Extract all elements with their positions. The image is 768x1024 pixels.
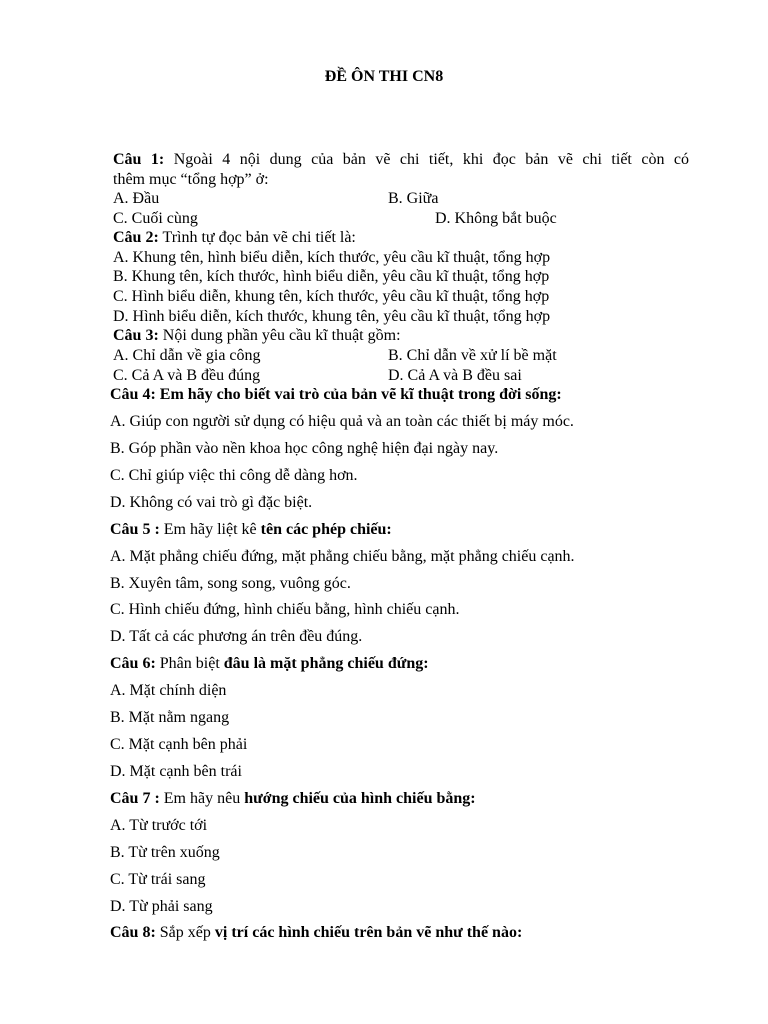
question-7-label: Câu 7 :	[110, 790, 160, 807]
question-1-text-1: Ngoài 4 nội dung của bản vẽ chi tiết, khi đọc bản vẽ chi tiết còn có	[164, 151, 690, 168]
question-3-option-b: B. Chỉ dẫn về xử lí bề mặt	[388, 347, 557, 364]
question-1-option-b: B. Giữa	[388, 190, 439, 207]
question-8-line	[110, 923, 522, 942]
question-7-option-b: B. Từ trên xuống	[110, 844, 220, 861]
question-3-text: Nội dung phần yêu cầu kĩ thuật gồm:	[158, 327, 401, 344]
question-1-option-d: D. Không bắt buộc	[435, 210, 557, 227]
question-1-option-a: A. Đầu	[113, 190, 160, 207]
question-4-label: Câu 4: Em hãy cho biết vai trò của bản vẽ kĩ thuật trong đời sống:	[110, 386, 562, 403]
question-2-text: Trình tự đọc bản vẽ chi tiết là:	[158, 229, 356, 246]
question-6-bold-text: đâu là mặt phẳng chiếu đứng:	[223, 655, 429, 672]
question-8-bold-text: vị trí các hình chiếu trên bản vẽ như thế nào:	[214, 924, 523, 941]
question-5-option-d: D. Tất cả các phương án trên đều đúng.	[110, 628, 363, 645]
question-4-option-c: C. Chỉ giúp việc thi công dễ dàng hơn.	[110, 467, 358, 484]
question-6-line	[110, 654, 429, 673]
question-2-option-c: C. Hình biểu diễn, khung tên, kích thước, yêu cầu kĩ thuật, tổng hợp	[113, 288, 550, 305]
question-5-option-b: B. Xuyên tâm, song song, vuông góc.	[110, 575, 351, 592]
question-7-option-a: A. Từ trước tới	[110, 817, 208, 834]
question-5-option-c: C. Hình chiếu đứng, hình chiếu bằng, hình chiếu cạnh.	[110, 601, 460, 618]
question-2-option-d: D. Hình biểu diễn, kích thước, khung tên, yêu cầu kĩ thuật, tổng hợp	[113, 308, 551, 325]
question-2-line	[113, 228, 356, 247]
question-2-label: Câu 2:	[113, 229, 159, 246]
question-8-text: Sắp xếp	[155, 924, 215, 941]
question-7-option-c: C. Từ trái sang	[110, 871, 206, 888]
question-3-option-d: D. Cả A và B đều sai	[388, 367, 522, 384]
question-5-label: Câu 5 :	[110, 521, 160, 538]
question-6-option-a: A. Mặt chính diện	[110, 682, 227, 699]
question-8-label: Câu 8:	[110, 924, 156, 941]
question-6-text: Phân biệt	[155, 655, 224, 672]
question-6-option-d: D. Mặt cạnh bên trái	[110, 763, 242, 780]
question-4-option-d: D. Không có vai trò gì đặc biệt.	[110, 494, 313, 511]
question-2-option-a: A. Khung tên, hình biểu diễn, kích thước, yêu cầu kĩ thuật, tổng hợp	[113, 249, 551, 266]
question-5-bold-text: tên các phép chiếu:	[260, 521, 392, 538]
question-7-line	[110, 789, 476, 808]
question-4-option-a: A. Giúp con người sử dụng có hiệu quả và an toàn các thiết bị máy móc.	[110, 413, 574, 430]
question-1-line-1	[113, 150, 689, 169]
question-1-option-c: C. Cuối cùng	[113, 210, 198, 227]
question-6-option-c: C. Mặt cạnh bên phải	[110, 736, 248, 753]
question-5-line	[110, 520, 392, 539]
question-3-line	[113, 326, 401, 345]
question-7-bold-text: hướng chiếu của hình chiếu bằng:	[244, 790, 476, 807]
question-4-option-b: B. Góp phần vào nền khoa học công nghệ hiện đại ngày nay.	[110, 440, 499, 457]
question-3-option-c: C. Cả A và B đều đúng	[113, 367, 261, 384]
question-5-text: Em hãy liệt kê	[159, 521, 261, 538]
question-1-text-2: thêm mục “tổng hợp” ở:	[113, 171, 269, 188]
question-7-text: Em hãy nêu	[159, 790, 245, 807]
question-5-option-a: A. Mặt phẳng chiếu đứng, mặt phẳng chiếu bằng, mặt phẳng chiếu cạnh.	[110, 548, 575, 565]
question-6-option-b: B. Mặt nằm ngang	[110, 709, 230, 726]
question-1-label: Câu 1:	[113, 151, 165, 168]
question-7-option-d: D. Từ phải sang	[110, 898, 213, 915]
question-6-label: Câu 6:	[110, 655, 156, 672]
page-title: ĐỀ ÔN THI CN8	[324, 68, 444, 85]
question-3-label: Câu 3:	[113, 327, 159, 344]
question-2-option-b: B. Khung tên, kích thước, hình biểu diễn, yêu cầu kĩ thuật, tổng hợp	[113, 268, 550, 285]
question-3-option-a: A. Chỉ dẫn về gia công	[113, 347, 261, 364]
